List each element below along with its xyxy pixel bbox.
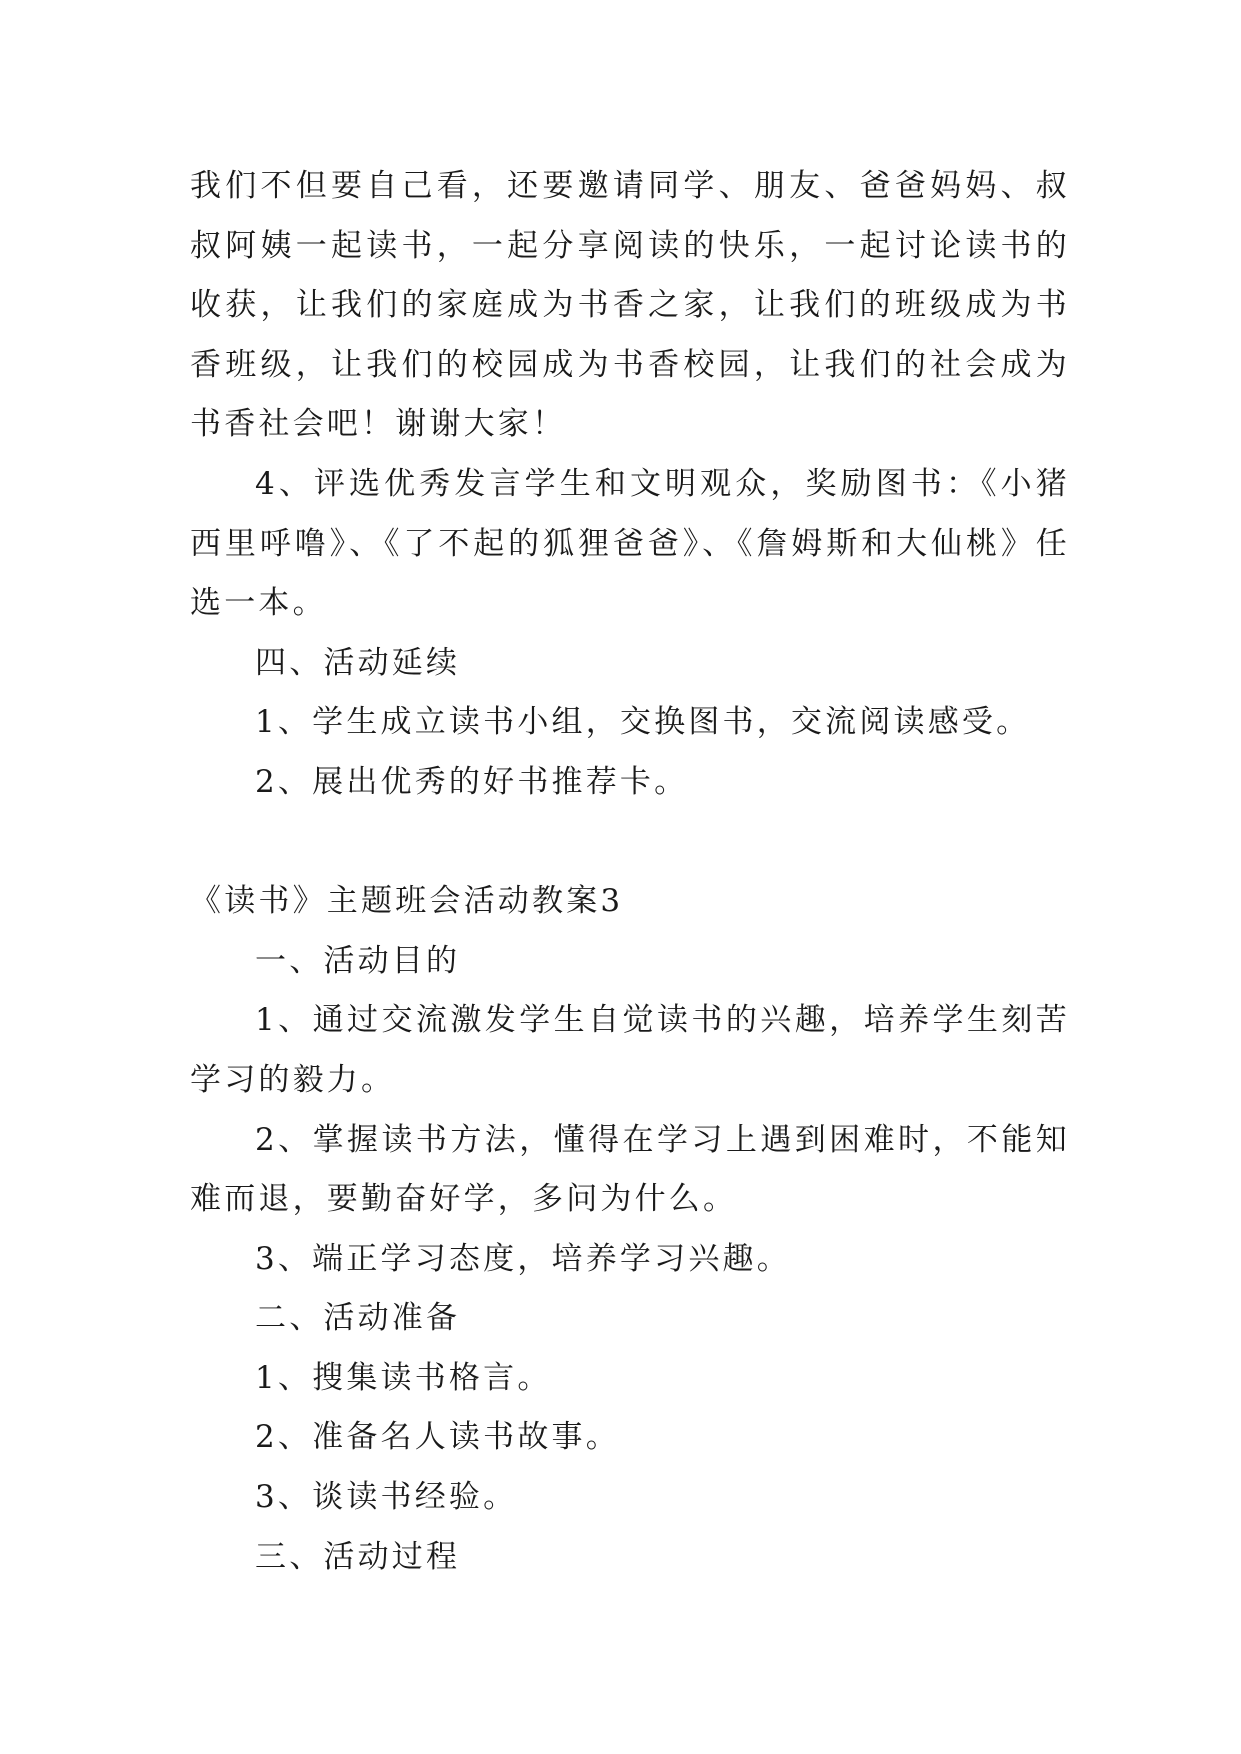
- paragraph-preparation-3: 3、谈读书经验。: [255, 1479, 518, 1516]
- paragraph-reading-groups: 1、学生成立读书小组，交换图书，交流阅读感受。: [255, 704, 1031, 741]
- paragraph-preparation-1: 1、搜集读书格言。: [255, 1359, 552, 1396]
- paragraph-award-books: 4、评选优秀发言学生和文明观众，奖励图书：《小猪西里呼噜》、《了不起的狐狸爸爸》、《詹姆斯和大仙桃》任选一本。: [190, 465, 1070, 622]
- paragraph-purpose-2: 2、掌握读书方法，懂得在学习上遇到困难时，不能知难而退，要勤奋好学，多问为什么。: [190, 1121, 1070, 1218]
- heading-activity-preparation: 二、活动准备: [255, 1300, 461, 1337]
- paragraph-recommendation-cards: 2、展出优秀的好书推荐卡。: [255, 763, 689, 800]
- paragraph-preparation-2: 2、准备名人读书故事。: [255, 1419, 620, 1456]
- heading-activity-extension: 四、活动延续: [255, 644, 461, 681]
- section-spacer: [190, 813, 1070, 873]
- paragraph-purpose-1: 1、通过交流激发学生自觉读书的兴趣，培养学生刻苦学习的毅力。: [190, 1002, 1070, 1098]
- document-body: [190, 157, 1070, 1587]
- section-title: 《读书》主题班会活动教案3: [190, 883, 624, 920]
- paragraph-closing-speech: 我们不但要自己看，还要邀请同学、朋友、爸爸妈妈、叔叔阿姨一起读书，一起分享阅读的快乐，一起讨论读书的收获，让我们的家庭成为书香之家，让我们的班级成为书香班级，让我们的校园成为书香校园，让我们的社会成为书香社会吧！谢谢大家！: [190, 168, 1070, 443]
- heading-activity-purpose: 一、活动目的: [255, 942, 461, 979]
- heading-activity-process: 三、活动过程: [255, 1538, 461, 1575]
- paragraph-purpose-3: 3、端正学习态度，培养学习兴趣。: [255, 1240, 791, 1277]
